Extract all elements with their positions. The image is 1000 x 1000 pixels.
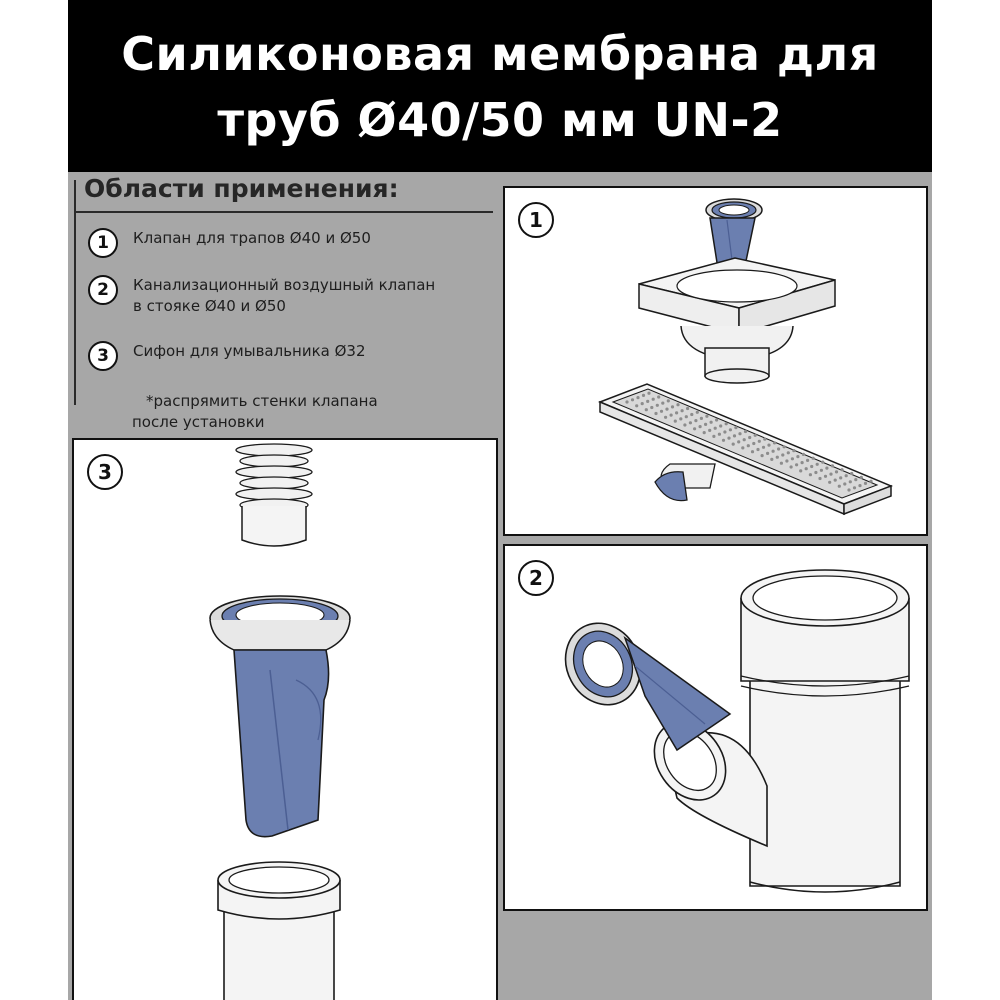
- number-badge: 1: [88, 228, 118, 258]
- product-sheet: [68, 0, 932, 1000]
- application-item-siphon: [88, 341, 508, 371]
- panel-number-badge: 2: [518, 560, 554, 596]
- illustration-panel-siphon: [72, 438, 498, 1000]
- panel-number-badge: 1: [518, 202, 554, 238]
- applications-divider-vertical: [74, 180, 76, 405]
- application-item-air-valve: [88, 275, 508, 317]
- note-line-2: после установки: [132, 413, 265, 431]
- tee-pipe-illustration: [505, 546, 928, 911]
- application-text: Клапан для трапов Ø40 и Ø50: [133, 229, 371, 247]
- illustration-panel-drain: [503, 186, 928, 536]
- application-text-line-2: в стояке Ø40 и Ø50: [133, 297, 286, 315]
- application-item-drain: [88, 228, 508, 258]
- header-banner: [68, 0, 932, 172]
- application-text-line-1: Канализационный воздушный клапан: [133, 276, 436, 294]
- illustration-panel-air-valve: [503, 544, 928, 911]
- applications-heading: Области применения:: [84, 174, 399, 203]
- corrugated-hose: [236, 444, 312, 511]
- title-line-2: труб Ø40/50 мм UN-2: [217, 93, 783, 147]
- panel-number-badge: 3: [87, 454, 123, 490]
- installation-note: [132, 391, 432, 433]
- title-line-1: Силиконовая мембрана для: [121, 27, 879, 81]
- siphon-illustration: [74, 440, 498, 1000]
- applications-divider: [74, 211, 493, 213]
- number-badge: 2: [88, 275, 118, 305]
- application-text: [133, 275, 435, 317]
- number-badge: 3: [88, 341, 118, 371]
- note-line-1: *распрямить стенки клапана: [146, 392, 378, 410]
- drain-illustration: [505, 188, 928, 536]
- application-text: Сифон для умывальника Ø32: [133, 342, 366, 360]
